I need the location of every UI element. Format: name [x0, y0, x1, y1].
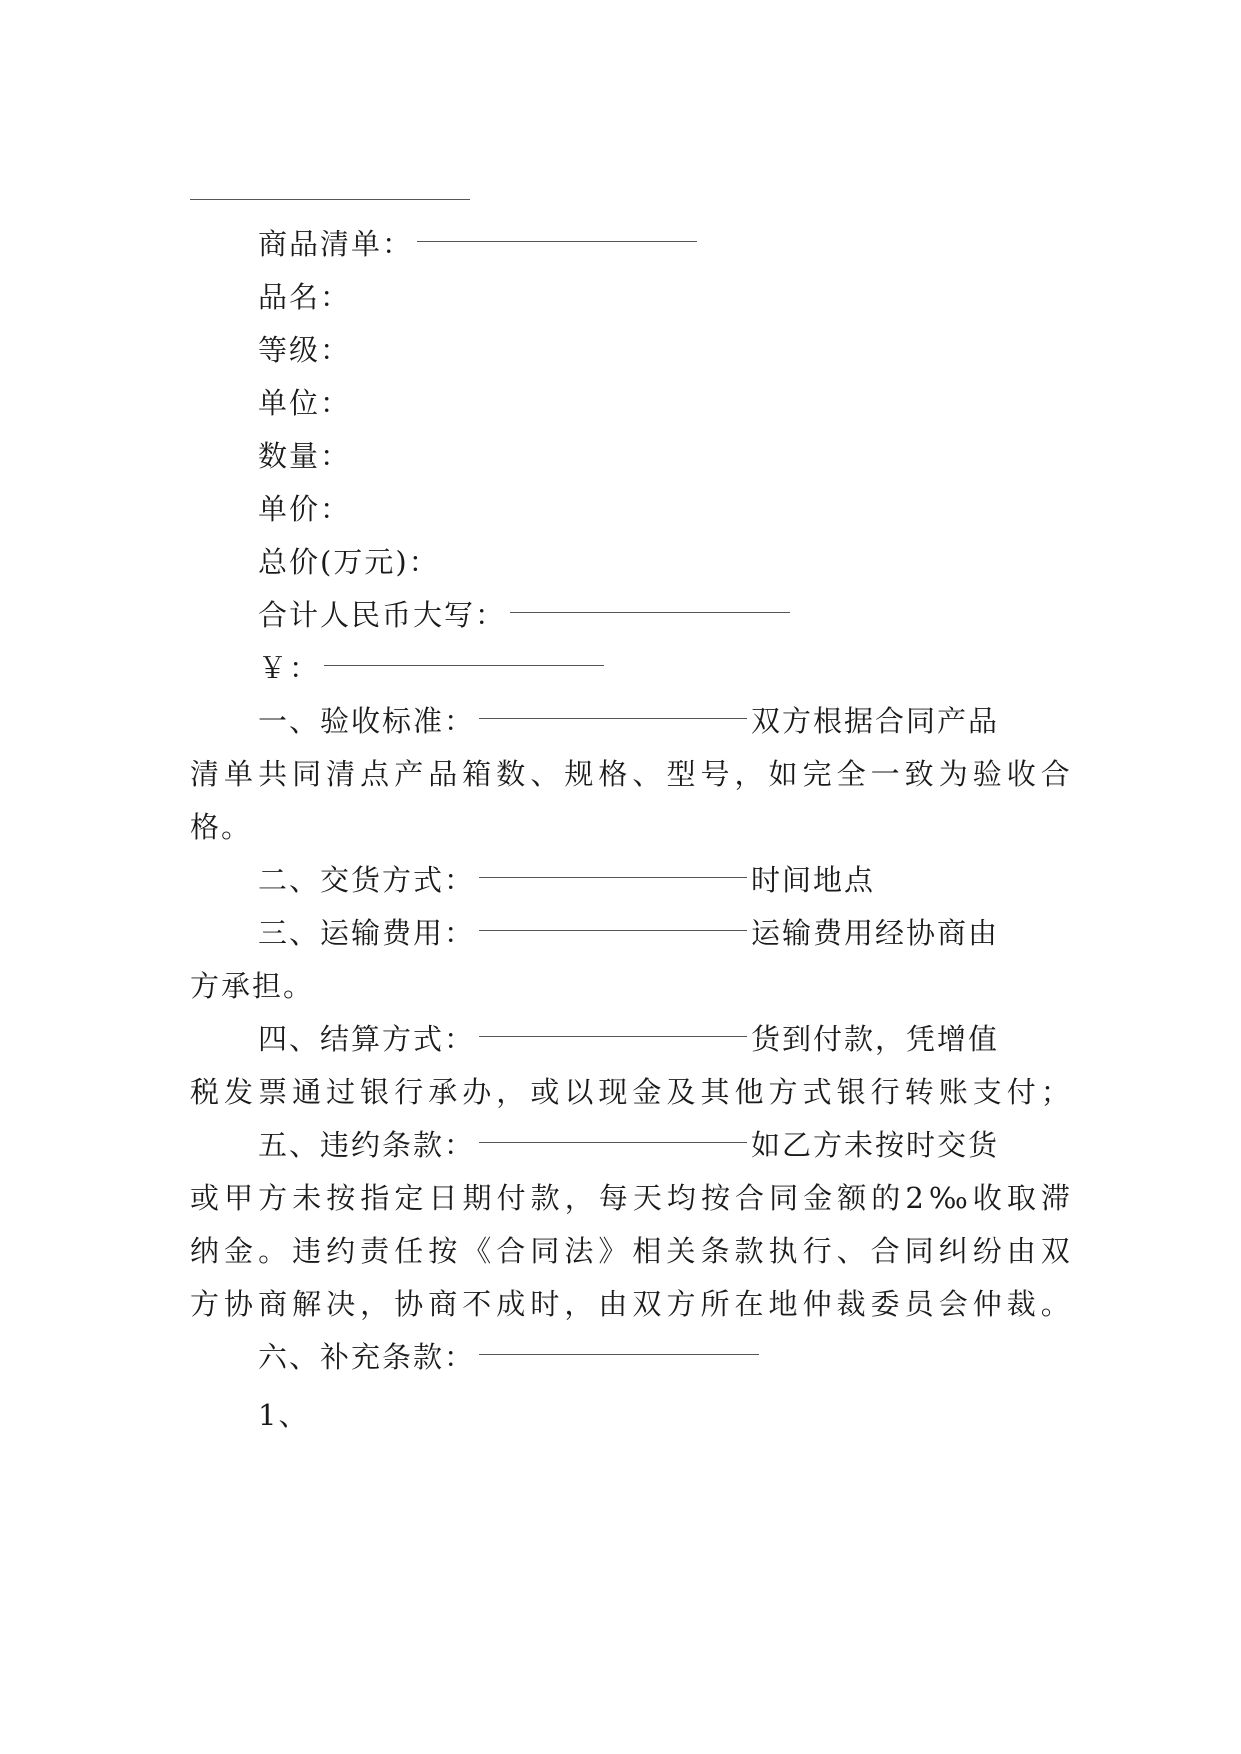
- section-2-label: 二、交货方式：: [258, 863, 476, 897]
- yuan-line: [258, 639, 1070, 697]
- section-4-text: 货到付款，凭增值: [751, 1022, 1000, 1056]
- section-3-label: 三、运输费用：: [258, 916, 476, 950]
- total-rmb-label: 合计人民币大写：: [258, 598, 507, 632]
- blank-line: [479, 1035, 747, 1037]
- blank-line: [417, 240, 697, 242]
- blank-line: [479, 929, 747, 931]
- item-1-line: 1、: [258, 1398, 310, 1432]
- blank-line: [479, 1141, 747, 1143]
- section-1-line-3: 格。: [190, 810, 253, 844]
- section-4-label: 四、结算方式：: [258, 1022, 476, 1056]
- product-name-line: 品名：: [258, 280, 352, 314]
- blank-line: [510, 611, 790, 613]
- yuan-label: ￥：: [258, 651, 321, 685]
- goods-list-label: 商品清单：: [258, 227, 414, 261]
- blank-line: [190, 199, 470, 200]
- section-5-line-2: 或 甲 方 未 按 指 定 日 期 付 款 ， 每 天 均 按 合 同 金 额 的 2 ‰ 收 取 滞: [190, 1181, 1070, 1215]
- section-1-label: 一、验收标准：: [258, 704, 476, 738]
- section-3-text: 运输费用经协商由: [751, 916, 1000, 950]
- section-5-line-1: [258, 1116, 1070, 1174]
- blank-line: [479, 1353, 759, 1355]
- section-1-line-2: 清 单 共 同 清 点 产 品 箱 数 、 规 格 、 型 号 ， 如 完 全 一 致 为 验 收 合: [190, 757, 1070, 791]
- section-4-line-1: [258, 1010, 1070, 1068]
- section-5-text: 如乙方未按时交货: [751, 1128, 1000, 1162]
- unit-price-line: 单价：: [258, 492, 352, 526]
- section-2-line-1: [258, 851, 1070, 909]
- section-2-text: 时间地点: [751, 863, 876, 897]
- section-6-label: 六、补充条款：: [258, 1340, 476, 1374]
- section-1-text: 双方根据合同产品: [751, 704, 1000, 738]
- section-5-label: 五、违约条款：: [258, 1128, 476, 1162]
- blank-line: [324, 664, 604, 666]
- section-6-line-1: [258, 1328, 1070, 1386]
- total-price-line: 总价(万元)：: [258, 545, 440, 579]
- grade-line: 等级：: [258, 333, 352, 367]
- section-5-line-3: 纳 金 。 违 约 责 任 按 《 合 同 法 》 相 关 条 款 执 行 、 合 同 纠 纷 由 双: [190, 1234, 1070, 1268]
- section-1-line-1: [258, 692, 1070, 750]
- section-3-line-2: 方承担。: [190, 969, 315, 1003]
- total-rmb-line: [258, 586, 1070, 644]
- quantity-line: 数量：: [258, 439, 352, 473]
- unit-line: 单位：: [258, 386, 352, 420]
- goods-list-line: [258, 215, 1070, 273]
- blank-line: [479, 717, 747, 719]
- section-3-line-1: [258, 904, 1070, 962]
- section-5-line-4: 方 协 商 解 决 ， 协 商 不 成 时 ， 由 双 方 所 在 地 仲 裁 委 员 会 仲 裁 。: [190, 1287, 1070, 1321]
- blank-line: [479, 876, 747, 878]
- section-4-line-2: 税 发 票 通 过 银 行 承 办 ， 或 以 现 金 及 其 他 方 式 银 行 转 账 支 付 ；: [190, 1075, 1070, 1109]
